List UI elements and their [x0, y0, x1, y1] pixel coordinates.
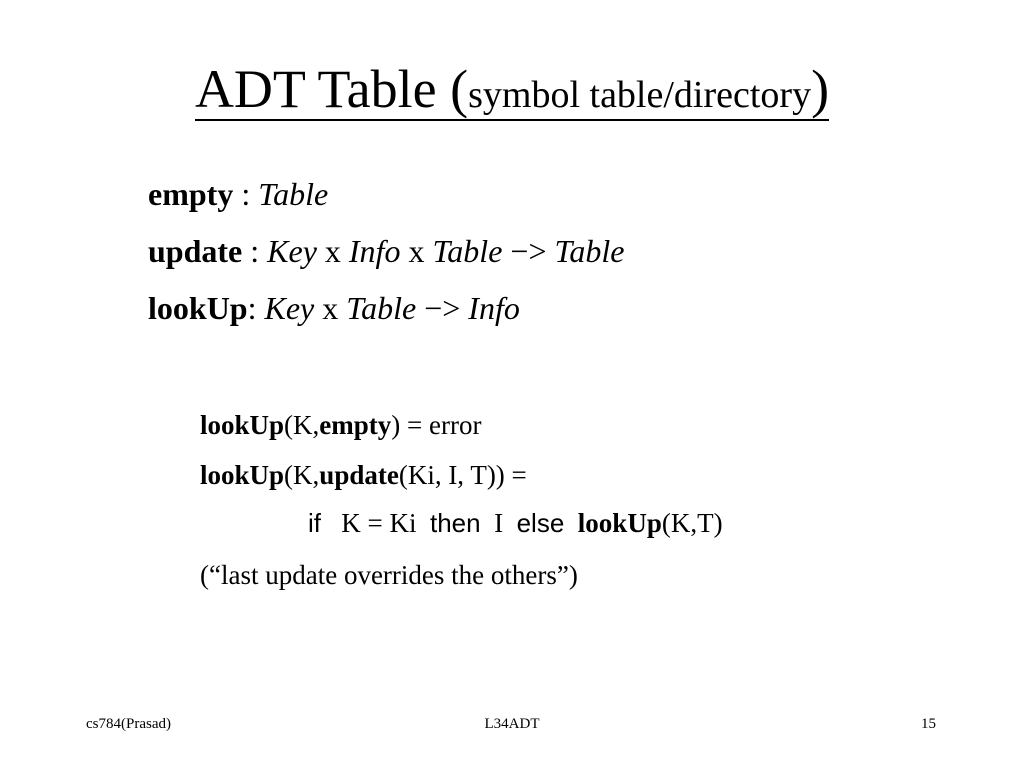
axiom-note: (“last update overrides the others”) — [200, 560, 578, 590]
fn-empty: empty — [319, 410, 392, 440]
condition: K = Ki — [341, 508, 417, 538]
fn-lookup: lookUp — [577, 508, 662, 538]
sig-separator: : — [242, 233, 268, 269]
signature-lookup — [148, 292, 520, 324]
type-table: Table — [432, 233, 503, 269]
product-x: x — [314, 290, 347, 326]
slide-title — [0, 59, 1024, 121]
op-name-empty: empty — [148, 176, 234, 212]
then-value: I — [494, 508, 504, 538]
footer-author: cs784(Prasad) — [86, 716, 171, 732]
axiom-text: (K,T) — [661, 508, 723, 538]
type-key: Key — [267, 233, 317, 269]
op-name-update: update — [148, 233, 243, 269]
keyword-if: if — [308, 508, 321, 538]
type-table: Table — [554, 233, 625, 269]
axiom-text: (K, — [284, 410, 320, 440]
arrow: −> — [416, 290, 469, 326]
signature-update — [148, 235, 624, 267]
title-open-paren: ( — [450, 59, 469, 119]
sig-separator: : — [233, 176, 259, 212]
axiom-text: ) = error — [391, 410, 482, 440]
type-table: Table — [346, 290, 417, 326]
type-info: Info — [348, 233, 401, 269]
op-name-lookup: lookUp — [148, 290, 248, 326]
axiom-lookup-update — [200, 462, 527, 489]
footer-lecture-id: L34ADT — [484, 716, 540, 732]
signature-empty — [148, 178, 328, 210]
fn-lookup: lookUp — [200, 410, 285, 440]
type-table: Table — [258, 176, 329, 212]
keyword-then: then — [429, 508, 481, 538]
type-info: Info — [468, 290, 520, 326]
product-x: x — [316, 233, 349, 269]
product-x: x — [400, 233, 433, 269]
title-close-paren: ) — [811, 59, 830, 119]
title-subtitle: symbol table/directory — [468, 74, 812, 116]
axiom-text: (Ki, I, T)) = — [398, 460, 527, 490]
axiom-conditional — [308, 510, 723, 537]
arrow: −> — [502, 233, 555, 269]
type-key: Key — [264, 290, 315, 326]
fn-update: update — [319, 460, 399, 490]
title-main: ADT Table — [194, 59, 451, 119]
fn-lookup: lookUp — [200, 460, 285, 490]
sig-separator: : — [247, 290, 265, 326]
axiom-text: (K, — [284, 460, 320, 490]
keyword-else: else — [516, 508, 565, 538]
footer-page-number: 15 — [921, 716, 936, 732]
axiom-lookup-empty — [200, 412, 481, 439]
title-underlined-text — [194, 59, 830, 121]
